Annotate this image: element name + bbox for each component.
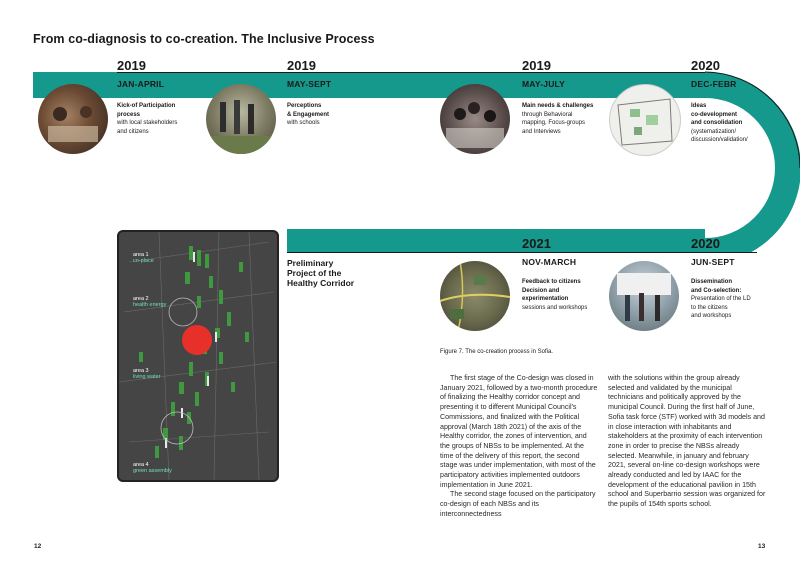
caption-heading: co-development [691, 111, 738, 118]
caption-body: with schools [287, 120, 320, 127]
caption-heading: Decision and [522, 287, 560, 294]
paragraph: The second stage focused on the participatory co-design of each NBSs and its interconnectedness [440, 490, 596, 518]
caption-body: to the citizens [691, 304, 728, 311]
caption-body: mapping, Focus-groups [522, 120, 586, 127]
caption-body: (systematization/ [691, 128, 737, 135]
timeline-period: NOV-MARCH [522, 257, 577, 267]
map-area-desc: living water [133, 374, 161, 380]
caption-heading: Feedback to citizens [522, 279, 581, 285]
corridor-map-graphic [119, 232, 277, 480]
timeline-rule-top [117, 72, 705, 73]
caption-body: sessions and workshops [522, 304, 588, 311]
timeline-year: 2021 [522, 236, 551, 251]
page-title: From co-diagnosis to co-creation. The Inclusive Process [33, 32, 375, 46]
timeline-period: DEC-FEBR [691, 79, 737, 89]
photo-mapping-circle [440, 84, 510, 154]
caption-heading: Dissemination [691, 279, 733, 285]
timeline-year: 2019 [522, 58, 551, 73]
caption-heading: Main needs & challenges [522, 103, 594, 109]
timeline-year: 2020 [691, 58, 720, 73]
paragraph: with the solutions within the group already selected and validated by the municipal technicians and politically approved by the municipal Council. During the first half of June, Sofia task force (STF) worked with 3d models and in close interaction with inhabitants and stakeholders at the proximity of each intervention zone in order to precise the NBSs already selected. Meanwhile, in january and february 2021, several on-line co-design workshops were already conducted and led by IAAC for the development of the educational pavilion in 15th school and Superbarrio session was organized for the pupils of 154th sports school. [608, 374, 766, 509]
map-area-4 [133, 462, 172, 474]
caption-heading: Ideas [691, 103, 707, 109]
map-area-desc: co-place [133, 258, 154, 264]
timeline-item-5 [522, 236, 576, 267]
preliminary-line: Healthy Corridor [287, 278, 355, 288]
caption-heading: & Engagement [287, 111, 330, 118]
corridor-map [117, 230, 279, 482]
map-area-desc: health energy [133, 302, 167, 308]
caption-heading: Perceptions [287, 103, 322, 109]
preliminary-line: Project of the [287, 268, 342, 278]
photo-workshop-circle [38, 84, 108, 154]
timeline-item-1 [117, 58, 164, 89]
timeline-caption-2 [287, 102, 329, 128]
page-number-left: 12 [34, 543, 42, 550]
caption-heading: experimentation [522, 296, 569, 303]
timeline-curve [690, 68, 800, 253]
photo-schools-circle [206, 84, 276, 154]
timeline-item-6 [691, 236, 735, 267]
map-area-name: area 1 [133, 252, 149, 258]
photo-exhibition-circle [609, 261, 679, 331]
map-area-name: area 2 [133, 296, 149, 302]
map-area-name: area 3 [133, 368, 149, 374]
caption-body: and citizens [117, 128, 149, 135]
timeline-year: 2019 [117, 58, 146, 73]
timeline-caption-4 [691, 102, 748, 145]
caption-body: and workshops [691, 313, 732, 320]
timeline-year: 2020 [691, 236, 720, 251]
caption-body: with local stakeholders [117, 120, 178, 127]
caption-body: discussion/validation/ [691, 137, 748, 144]
map-area-name: area 4 [133, 462, 149, 468]
timeline-year: 2019 [287, 58, 316, 73]
map-area-2 [133, 296, 166, 308]
body-column-2 [608, 374, 768, 510]
timeline-band-bottom [287, 229, 705, 252]
timeline-period: MAY-JULY [522, 79, 566, 89]
caption-body: through Behavioral [522, 111, 573, 118]
caption-heading: process [117, 111, 141, 118]
paragraph: The first stage of the Co-design was closed in January 2021, followed by a two-month procedure of finalizing the Healthy corridor concept and presenting it to different Municipal Council's Commissions, and finalized with the Political approval (March 18th 2021) of the axis of the Healthy corridor, the zones of intervention, and the groups of NBSs to be implemented. At the time of the delivery of this report, the second stage was under implementation, with most of the participatory activities implemented outdoors implementation in June 2021. [440, 374, 598, 489]
caption-body: and Interviews [522, 128, 561, 135]
timeline-period: MAY-SEPT [287, 79, 332, 89]
timeline-caption-3 [522, 102, 593, 136]
caption-body: Presentation of the LD [691, 296, 751, 303]
timeline-period: JAN-APRIL [117, 79, 165, 89]
map-area-3 [133, 368, 161, 380]
caption-heading: and Co-selection: [691, 287, 742, 294]
photo-aerial-circle [440, 261, 510, 331]
timeline-item-4 [691, 58, 737, 89]
timeline-item-2 [287, 58, 331, 89]
map-area-desc: green assembly [133, 468, 172, 474]
photo-plan-circle [609, 84, 681, 156]
preliminary-project-label [287, 258, 354, 288]
preliminary-line: Preliminary [287, 258, 334, 268]
page-number-right: 13 [758, 543, 766, 550]
map-area-1 [133, 252, 154, 264]
figure-caption: Figure 7. The co-creation process in Sofia. [440, 349, 553, 355]
timeline-caption-6 [691, 278, 751, 321]
timeline-caption-5 [522, 278, 587, 312]
timeline-period: JUN-SEPT [691, 257, 735, 267]
timeline-caption-1 [117, 102, 177, 136]
caption-heading: and consolidation [691, 120, 743, 127]
body-column-1 [440, 374, 598, 520]
timeline-item-3 [522, 58, 565, 89]
caption-heading: Kick-of Participation [117, 103, 176, 109]
